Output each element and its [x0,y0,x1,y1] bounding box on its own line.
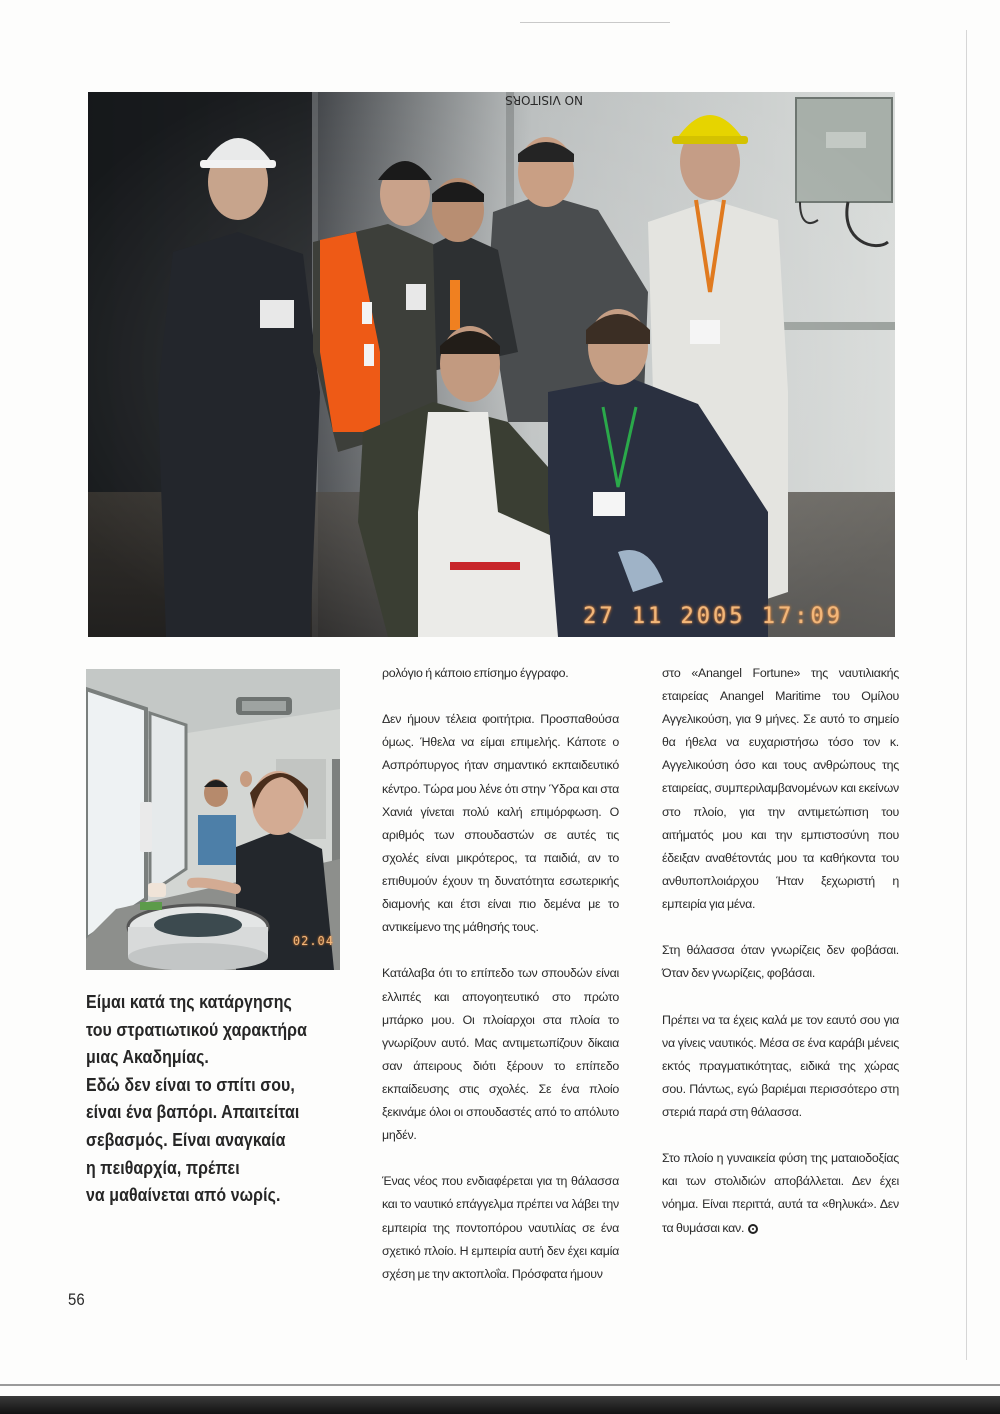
body-paragraph: Στη θάλασσα όταν γνωρίζεις δεν φοβάσαι. Όταν δεν γνωρίζεις, φοβάσαι. [662,943,899,981]
body-column-right [662,662,899,1263]
pull-quote-line: Είμαι κατά της κατάργησης [86,991,292,1012]
final-paragraph-text: Στο πλοίο η γυναικεία φύση της ματαιοδοξίας και των στολιδιών αποβάλλεται. Δεν έχει νόημα. Είναι περιττά, αυτά τα «θηλυκά». Δεν τα θυμάσαι καν. [662,1151,899,1235]
scan-bottom-bar [0,1396,1000,1414]
body-paragraph: Δεν ήμουν τέλεια φοιτήτρια. Προσπαθούσα όμως. Ήθελα να είμαι επιμελής. Κάποτε ο Ασπρόπυργος ήταν σημαντικό εκπαιδευτικό κέντρο. Τώρα μου λένε ότι στην Ύδρα και στα Χανιά γίνεται πολύ καλή επιμόρφωση. Ο αριθμός των σπουδαστών σε αυτές τις σχολές είναι μικρότερος, τα παιδιά, αν το επιθυμούν έχουν τη δυνατότητα εσωτερικής διαμονής και έτσι είναι πιο δεμένα με το αντικείμενο της μάθησής τους. [382,712,619,935]
main-crew-photo [88,92,895,637]
inset-bridge-photo [86,669,340,970]
pull-quote-line: είναι ένα βαπόρι. Απαιτείται [86,1101,300,1123]
photo-date-stamp: 27 11 2005 17:09 [583,604,843,629]
inset-photo-date-stamp: 02.04 [292,934,334,948]
scan-edge-right [966,30,967,1360]
pull-quote-line: Εδώ δεν είναι το σπίτι σου, [86,1073,295,1095]
body-paragraph: στο «Anangel Fortune» της ναυτιλιακής εταιρείας Anangel Maritime του Ομίλου Αγγελικούση, για 9 μήνες. Σε αυτό το σημείο θα ήθελα να ευχαριστήσω τόσο τον κ. Αγγελικούση όσο και τους ανθρώπους της εταιρείας, συμπεριλαμβανομένων και εκείνων στο πλοίο, για την αντιμετώπιση του αιτήματός μου και την εμπιστοσύνη που έδειξαν αναθέτοντάς μου τα καθήκοντα του ανθυποπλοιάρχου Ήταν ξεχωριστή η εμπειρία για μένα. [662,666,899,911]
scan-bottom-rule [0,1384,1000,1386]
pull-quote-line: να μαθαίνεται από νωρίς. [86,1184,281,1206]
scan-edge-top [520,22,670,23]
body-paragraph: Κατάλαβα ότι το επίπεδο των σπουδών είναι ελλιπές και απογοητευτικό στο πρώτο μπάρκο μου. Οι πλοίαρχοι στα πλοία το γνωρίζουν αυτό. Μας αντιμετωπίζουν δίκαια σαν άπειρους διότι ξέρουν το επίπεδο εκπαίδευσης στις σχολές. Σε ένα πλοίο ξεκινάμε όλοι οι σπουδαστές από το απόλυτο μηδέν. [382,966,619,1143]
bridge-compass [128,905,268,970]
body-paragraph-final [662,1147,899,1239]
body-paragraph: Ένας νέος που ενδιαφέρεται για τη θάλασσα και το ναυτικό επάγγελμα πρέπει να λάβει την εμπειρία της ποντοπόρου ναυτιλίας σε ένα σχετικό πλοίο. Η εμπειρία αυτή δεν έχει καμία σχέση με την ακτοπλοΐα. Πρόσφατα ήμουν [382,1174,619,1281]
page-number: 56 [68,1290,85,1309]
pull-quote-line: η πειθαρχία, πρέπει [86,1156,240,1178]
pull-quote-line: μιας Ακαδημίας. [86,1046,209,1068]
crew-photo-scene [88,92,895,637]
bridge-photo-scene [86,669,340,970]
body-column-middle [382,662,619,1309]
pull-quote [86,988,318,1209]
pull-quote-line: του στρατιωτικού χαρακτήρα [86,1018,307,1040]
body-paragraph: Πρέπει να τα έχεις καλά με τον εαυτό σου για να γίνεις ναυτικός. Μέσα σε ένα καράβι μένεις εκτός πραγματικότητας, ειδικά της χώρας σου. Πάντως, εγώ βαριέμαι περισσότερο στη στεριά παρά στη θάλασσα. [662,1012,899,1119]
body-paragraph: ρολόγιο ή κάποιο επίσημο έγγραφο. [382,666,569,680]
end-of-article-icon [748,1224,758,1234]
pull-quote-line: σεβασμός. Είναι αναγκαία [86,1128,286,1150]
